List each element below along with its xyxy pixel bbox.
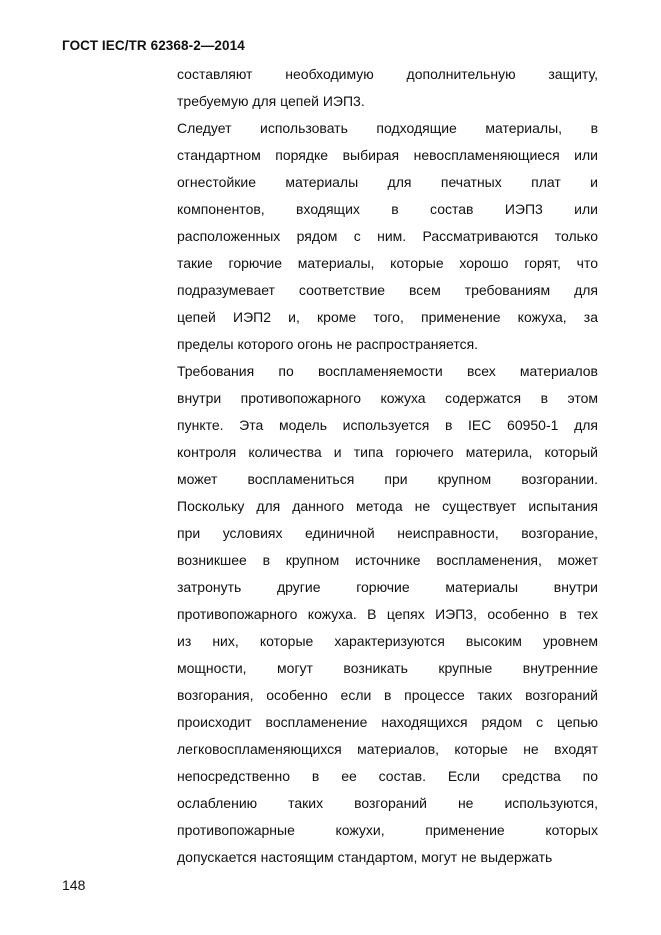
text-line: расположенных рядом с ним. Рассматриваются только <box>177 228 598 244</box>
text-line: внутри противопожарного кожуха содержатся в этом <box>177 390 598 406</box>
text-line: может воспламениться при крупном возгорании. <box>177 471 598 487</box>
text-line: происходит воспламенение находящихся рядом с цепью <box>177 714 598 730</box>
text-line: мощности, могут возникать крупные внутренние <box>177 660 598 676</box>
document-header: ГОСТ IEC/TR 62368-2—2014 <box>62 38 245 53</box>
paragraph-flammability <box>177 358 598 871</box>
text-line: контроля количества и типа горючего материла, который <box>177 444 598 460</box>
paragraph-materials <box>177 115 598 358</box>
text-line: противопожарного кожуха. В цепях ИЭП3, особенно в тех <box>177 606 598 622</box>
text-line: при условиях единичной неисправности, возгорание, <box>177 525 598 541</box>
text-line: из них, которые характеризуются высоким уровнем <box>177 633 598 649</box>
text-line: требуемую для цепей ИЭП3. <box>177 93 365 109</box>
text-line: Требования по воспламеняемости всех материалов <box>177 363 598 379</box>
page-number: 148 <box>62 877 86 893</box>
text-line: составляют необходимую дополнительную защиту, <box>177 66 598 82</box>
paragraph-continuation <box>177 61 598 115</box>
text-line: такие горючие материалы, которые хорошо горят, что <box>177 255 598 271</box>
text-line: ослаблению таких возгораний не используются, <box>177 795 598 811</box>
text-line: пределы которого огонь не распространяется. <box>177 336 479 352</box>
text-line: пункте. Эта модель используется в IEC 60950-1 для <box>177 417 598 433</box>
text-line: возгорания, особенно если в процессе таких возгораний <box>177 687 598 703</box>
text-line: Поскольку для данного метода не существует испытания <box>177 498 598 514</box>
text-line: огнестойкие материалы для печатных плат и <box>177 174 598 190</box>
text-line: непосредственно в ее состав. Если средства по <box>177 768 598 784</box>
text-line: возникшее в крупном источнике воспламенения, может <box>177 552 598 568</box>
text-line: допускается настоящим стандартом, могут не выдержать <box>177 849 553 865</box>
text-line: подразумевает соответствие всем требованиям для <box>177 282 598 298</box>
text-line: легковоспламеняющихся материалов, которые не входят <box>177 741 598 757</box>
text-line: противопожарные кожухи, применение которых <box>177 822 598 838</box>
text-line: затронуть другие горючие материалы внутри <box>177 579 598 595</box>
text-line: Следует использовать подходящие материалы, в <box>177 120 598 136</box>
body-text <box>177 61 598 871</box>
text-line: стандартном порядке выбирая невоспламеняющиеся или <box>177 147 598 163</box>
text-line: компонентов, входящих в состав ИЭП3 или <box>177 201 598 217</box>
text-line: цепей ИЭП2 и, кроме того, применение кожуха, за <box>177 309 598 325</box>
